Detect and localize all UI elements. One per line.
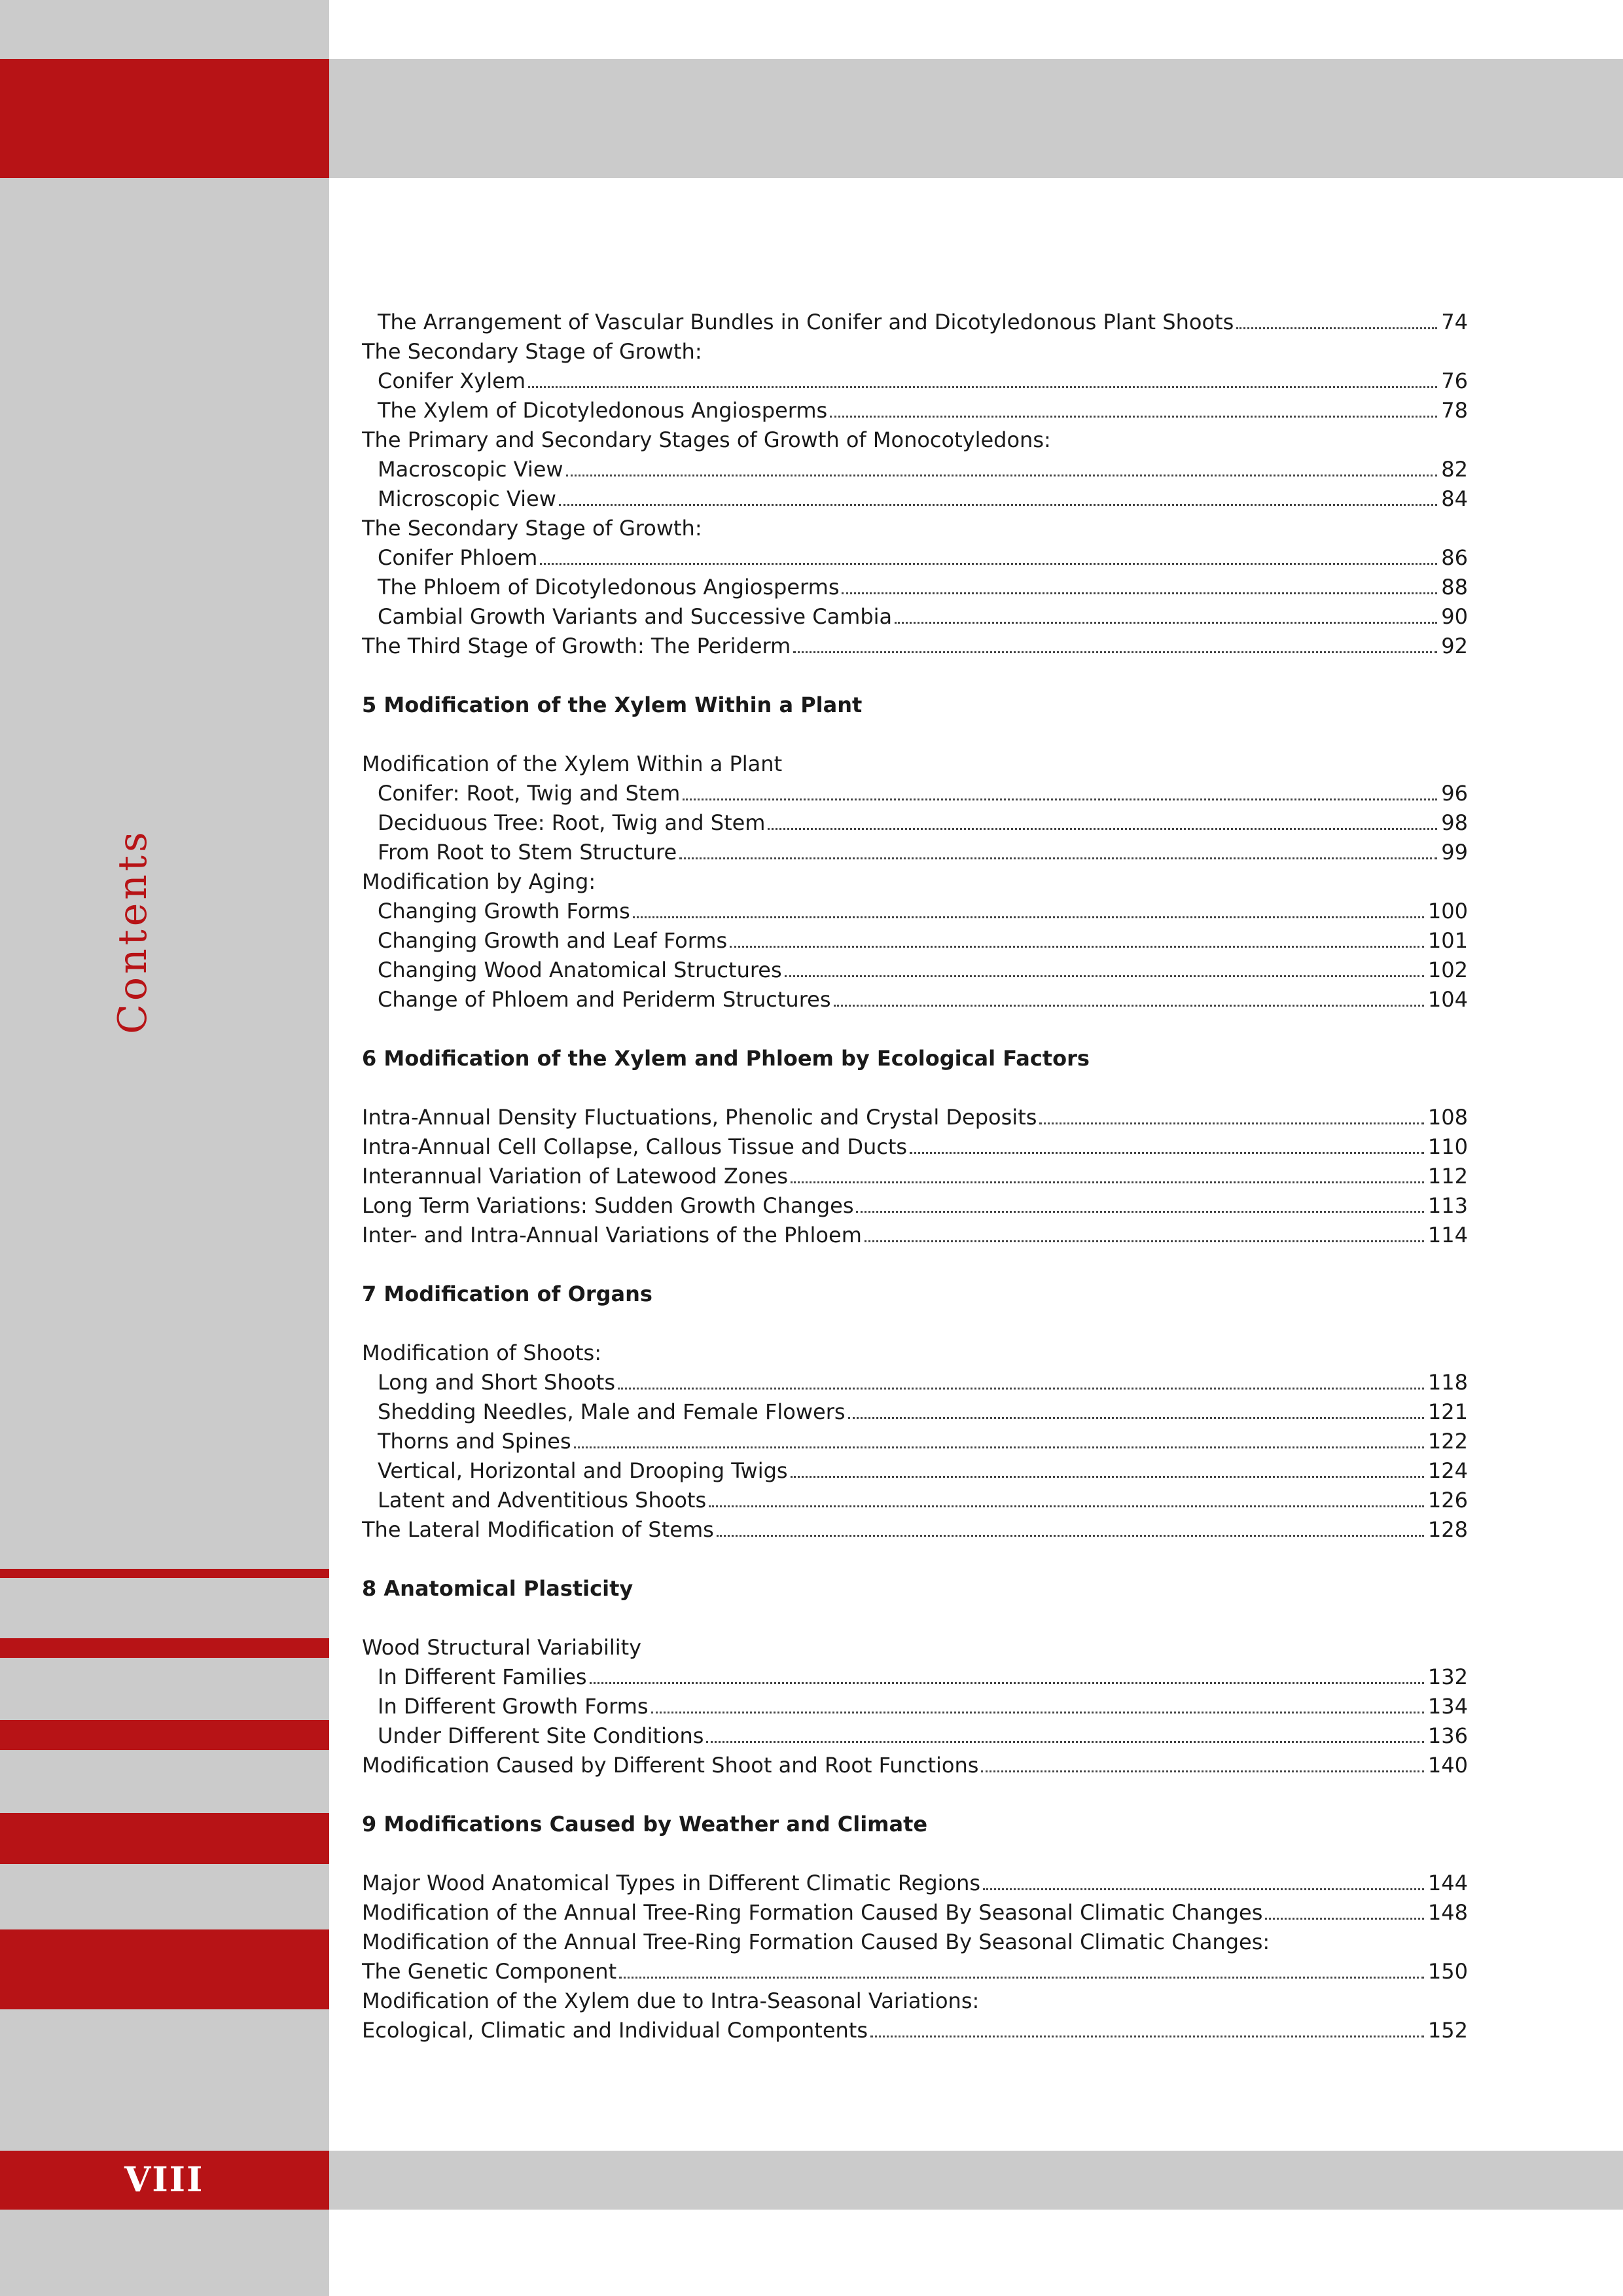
- toc-group-heading: [362, 749, 1468, 779]
- toc-entry-page: 84: [1441, 486, 1468, 511]
- toc-entry-title: Thorns and Spines: [378, 1429, 571, 1454]
- toc-group-heading: [362, 1928, 1468, 1957]
- toc-group-heading-text: The Primary and Secondary Stages of Growth of Monocotyledons:: [362, 427, 1051, 452]
- toc-entry-title: Ecological, Climatic and Individual Compontents: [362, 2018, 868, 2043]
- spacer: [362, 1073, 1468, 1103]
- toc-entry-page: 128: [1427, 1517, 1468, 1542]
- toc-entry-page: 82: [1441, 457, 1468, 482]
- dot-leader: [633, 916, 1424, 918]
- dot-leader: [791, 1181, 1424, 1183]
- toc-entry-page: 144: [1427, 1871, 1468, 1895]
- toc-entry-title: Deciduous Tree: Root, Twig and Stem: [378, 810, 766, 835]
- toc-entry-title: Change of Phloem and Periderm Structures: [378, 987, 831, 1012]
- toc-entry-page: 99: [1441, 840, 1468, 865]
- toc-entry-title: In Different Growth Forms: [378, 1694, 649, 1719]
- toc-entry[interactable]: [362, 956, 1468, 985]
- toc-entry-title: Shedding Needles, Male and Female Flowers: [378, 1399, 846, 1424]
- dot-leader: [566, 474, 1438, 476]
- toc-entry[interactable]: [362, 926, 1468, 956]
- toc-entry[interactable]: [362, 1162, 1468, 1191]
- toc-group-heading: [362, 425, 1468, 455]
- toc-entry[interactable]: [362, 1515, 1468, 1545]
- toc-entry[interactable]: [362, 367, 1468, 396]
- toc-entry-page: 90: [1441, 604, 1468, 629]
- dot-leader: [651, 1711, 1424, 1713]
- toc-entry-page: 98: [1441, 810, 1468, 835]
- spacer: [362, 1839, 1468, 1869]
- toc-entry-title: Macroscopic View: [378, 457, 563, 482]
- toc-entry-page: 102: [1427, 958, 1468, 982]
- toc-entry-page: 74: [1441, 310, 1468, 334]
- toc-entry[interactable]: [362, 1486, 1468, 1515]
- toc-entry-title: Latent and Adventitious Shoots: [378, 1488, 707, 1513]
- decorative-stripe: [0, 1638, 329, 1658]
- dot-leader: [842, 592, 1437, 594]
- spacer: [362, 1309, 1468, 1338]
- page-number: VIII: [124, 2160, 204, 2200]
- toc-entry-page: 108: [1427, 1105, 1468, 1130]
- toc-entry-title: The Phloem of Dicotyledonous Angiosperms: [378, 575, 840, 600]
- dot-leader: [730, 945, 1424, 948]
- toc-entry-title: The Genetic Component: [362, 1959, 617, 1984]
- header-gray-band: [329, 59, 1623, 178]
- dot-leader: [895, 621, 1437, 624]
- toc-entry[interactable]: [362, 396, 1468, 425]
- toc-entry-page: 92: [1441, 634, 1468, 658]
- toc-entry-title: The Third Stage of Growth: The Periderm: [362, 634, 791, 658]
- toc-entry-page: 104: [1427, 987, 1468, 1012]
- toc-entry[interactable]: [362, 484, 1468, 514]
- decorative-stripe: [0, 1569, 329, 1578]
- toc-entry[interactable]: [362, 1191, 1468, 1221]
- dot-leader: [618, 1387, 1424, 1390]
- toc-group-heading-text: Modification of the Xylem due to Intra-Seasonal Variations:: [362, 1988, 980, 2013]
- toc-group-heading: [362, 867, 1468, 897]
- toc-entry-page: 112: [1427, 1164, 1468, 1189]
- chapter-heading: 5 Modification of the Xylem Within a Plant: [362, 692, 863, 717]
- toc-entry-title: Intra-Annual Cell Collapse, Callous Tissue and Ducts: [362, 1134, 908, 1159]
- toc-entry-page: 114: [1427, 1223, 1468, 1247]
- chapter-heading: 8 Anatomical Plasticity: [362, 1576, 633, 1601]
- toc-entry[interactable]: [362, 838, 1468, 867]
- toc-group-heading: [362, 1986, 1468, 2016]
- toc-entry[interactable]: [362, 1662, 1468, 1692]
- toc-entry-page: 148: [1427, 1900, 1468, 1925]
- toc-entry-page: 132: [1427, 1664, 1468, 1689]
- toc-entry[interactable]: [362, 2016, 1468, 2045]
- toc-entry-page: 88: [1441, 575, 1468, 600]
- dot-leader: [1236, 327, 1437, 329]
- dot-leader: [793, 651, 1437, 653]
- dot-leader: [910, 1151, 1424, 1154]
- toc-group-heading-text: The Secondary Stage of Growth:: [362, 339, 702, 364]
- dot-leader: [768, 827, 1437, 830]
- toc-entry-title: Vertical, Horizontal and Drooping Twigs: [378, 1458, 788, 1483]
- dot-leader: [830, 415, 1437, 418]
- toc-entry[interactable]: [362, 897, 1468, 926]
- dot-leader: [683, 798, 1437, 800]
- toc-group-heading-text: Modification of Shoots:: [362, 1340, 601, 1365]
- toc-entry-title: The Xylem of Dicotyledonous Angiosperms: [378, 398, 828, 423]
- toc-entry-title: Changing Wood Anatomical Structures: [378, 958, 782, 982]
- decorative-stripe: [0, 1929, 329, 2009]
- toc-entry[interactable]: [362, 1957, 1468, 1986]
- toc-entry-page: 76: [1441, 368, 1468, 393]
- toc-group-heading-text: Modification of the Annual Tree-Ring Formation Caused By Seasonal Climatic Changes:: [362, 1929, 1270, 1954]
- toc-entry[interactable]: [362, 1456, 1468, 1486]
- dot-leader: [865, 1240, 1424, 1242]
- toc-entry-page: 100: [1427, 899, 1468, 924]
- toc-entry[interactable]: [362, 573, 1468, 602]
- toc-entry[interactable]: [362, 1368, 1468, 1397]
- dot-leader: [559, 503, 1437, 506]
- decorative-stripe: [0, 1720, 329, 1750]
- dot-leader: [785, 975, 1424, 977]
- toc-entry-title: Major Wood Anatomical Types in Different Climatic Regions: [362, 1871, 981, 1895]
- toc-entry[interactable]: [362, 1721, 1468, 1751]
- toc-entry[interactable]: [362, 1898, 1468, 1928]
- toc-entry-title: The Lateral Modification of Stems: [362, 1517, 714, 1542]
- toc-entry[interactable]: [362, 779, 1468, 808]
- toc-entry[interactable]: [362, 1427, 1468, 1456]
- section-title-vertical: Contents: [110, 829, 156, 1034]
- toc-entry-title: Modification Caused by Different Shoot and Root Functions: [362, 1753, 979, 1778]
- decorative-stripe: [0, 1813, 329, 1864]
- toc-entry-page: 78: [1441, 398, 1468, 423]
- toc-group-heading-text: Modification of the Xylem Within a Plant: [362, 751, 783, 776]
- dot-leader: [540, 562, 1437, 565]
- toc-entry-title: Conifer: Root, Twig and Stem: [378, 781, 681, 806]
- toc-entry-title: Long and Short Shoots: [378, 1370, 615, 1395]
- spacer: [362, 720, 1468, 749]
- chapter-heading: 6 Modification of the Xylem and Phloem by Ecological Factors: [362, 1046, 1090, 1071]
- dot-leader: [528, 386, 1437, 388]
- chapter-heading: 7 Modification of Organs: [362, 1282, 652, 1306]
- toc-group-heading-text: Modification by Aging:: [362, 869, 596, 894]
- toc-entry-page: 140: [1427, 1753, 1468, 1778]
- spacer: [362, 1545, 1468, 1574]
- toc-entry-title: Inter- and Intra-Annual Variations of the Phloem: [362, 1223, 862, 1247]
- toc-entry-title: Under Different Site Conditions: [378, 1723, 704, 1748]
- toc-entry-title: Changing Growth Forms: [378, 899, 630, 924]
- dot-leader: [791, 1475, 1424, 1478]
- toc-entry-page: 126: [1427, 1488, 1468, 1513]
- toc-entry-title: Conifer Xylem: [378, 368, 526, 393]
- dot-leader: [590, 1681, 1424, 1684]
- toc-entry-title: In Different Families: [378, 1664, 587, 1689]
- toc-entry-page: 110: [1427, 1134, 1468, 1159]
- toc-entry[interactable]: [362, 1751, 1468, 1780]
- toc-entry-title: Intra-Annual Density Fluctuations, Phenolic and Crystal Deposits: [362, 1105, 1037, 1130]
- dot-leader: [717, 1534, 1424, 1537]
- toc-group-heading-text: Wood Structural Variability: [362, 1635, 642, 1660]
- toc-entry[interactable]: [362, 1221, 1468, 1250]
- table-of-contents: [362, 308, 1468, 2045]
- dot-leader: [981, 1770, 1424, 1772]
- dot-leader: [856, 1210, 1423, 1213]
- spacer: [362, 1780, 1468, 1810]
- toc-entry[interactable]: [362, 1132, 1468, 1162]
- dot-leader: [1265, 1917, 1424, 1920]
- toc-entry-title: Changing Growth and Leaf Forms: [378, 928, 728, 953]
- toc-entry[interactable]: [362, 985, 1468, 1014]
- spacer: [362, 1604, 1468, 1633]
- dot-leader: [1039, 1122, 1424, 1124]
- spacer: [362, 1250, 1468, 1280]
- dot-leader: [848, 1416, 1424, 1419]
- toc-entry-page: 118: [1427, 1370, 1468, 1395]
- toc-entry-title: The Arrangement of Vascular Bundles in Conifer and Dicotyledonous Plant Shoots: [378, 310, 1234, 334]
- toc-entry-title: Interannual Variation of Latewood Zones: [362, 1164, 789, 1189]
- toc-entry[interactable]: [362, 308, 1468, 337]
- spacer: [362, 1014, 1468, 1044]
- toc-entry-page: 150: [1427, 1959, 1468, 1984]
- header-red-block: [0, 59, 329, 178]
- toc-entry-page: 101: [1427, 928, 1468, 953]
- toc-entry[interactable]: [362, 602, 1468, 632]
- toc-entry-title: Modification of the Annual Tree-Ring Formation Caused By Seasonal Climatic Changes: [362, 1900, 1263, 1925]
- toc-group-heading: [362, 514, 1468, 543]
- dot-leader: [870, 2035, 1424, 2037]
- chapter-heading: 9 Modifications Caused by Weather and Climate: [362, 1812, 928, 1837]
- toc-entry-page: 152: [1427, 2018, 1468, 2043]
- toc-group-heading: [362, 337, 1468, 367]
- toc-group-heading: [362, 1338, 1468, 1368]
- toc-entry-page: 136: [1427, 1723, 1468, 1748]
- toc-entry-page: 122: [1427, 1429, 1468, 1454]
- toc-entry[interactable]: [362, 1103, 1468, 1132]
- toc-entry-page: 124: [1427, 1458, 1468, 1483]
- dot-leader: [619, 1976, 1424, 1979]
- toc-entry[interactable]: [362, 543, 1468, 573]
- toc-entry[interactable]: [362, 1692, 1468, 1721]
- toc-entry-title: Cambial Growth Variants and Successive Cambia: [378, 604, 893, 629]
- toc-entry-page: 121: [1427, 1399, 1468, 1424]
- toc-entry[interactable]: [362, 632, 1468, 661]
- toc-entry-page: 134: [1427, 1694, 1468, 1719]
- toc-entry[interactable]: [362, 808, 1468, 838]
- dot-leader: [574, 1446, 1424, 1448]
- folio-gray-band: [329, 2151, 1623, 2210]
- dot-leader: [983, 1888, 1424, 1890]
- dot-leader: [706, 1740, 1424, 1743]
- toc-entry[interactable]: [362, 455, 1468, 484]
- toc-entry-title: Long Term Variations: Sudden Growth Changes: [362, 1193, 854, 1218]
- dot-leader: [834, 1004, 1424, 1007]
- dot-leader: [679, 857, 1437, 859]
- toc-entry-page: 96: [1441, 781, 1468, 806]
- toc-group-heading-text: The Secondary Stage of Growth:: [362, 516, 702, 541]
- toc-entry-page: 86: [1441, 545, 1468, 570]
- toc-entry-page: 113: [1427, 1193, 1468, 1218]
- toc-group-heading: [362, 1633, 1468, 1662]
- toc-entry-title: From Root to Stem Structure: [378, 840, 677, 865]
- dot-leader: [709, 1505, 1424, 1507]
- spacer: [362, 661, 1468, 691]
- toc-entry-title: Conifer Phloem: [378, 545, 538, 570]
- toc-entry-title: Microscopic View: [378, 486, 556, 511]
- toc-entry[interactable]: [362, 1397, 1468, 1427]
- toc-entry[interactable]: [362, 1869, 1468, 1898]
